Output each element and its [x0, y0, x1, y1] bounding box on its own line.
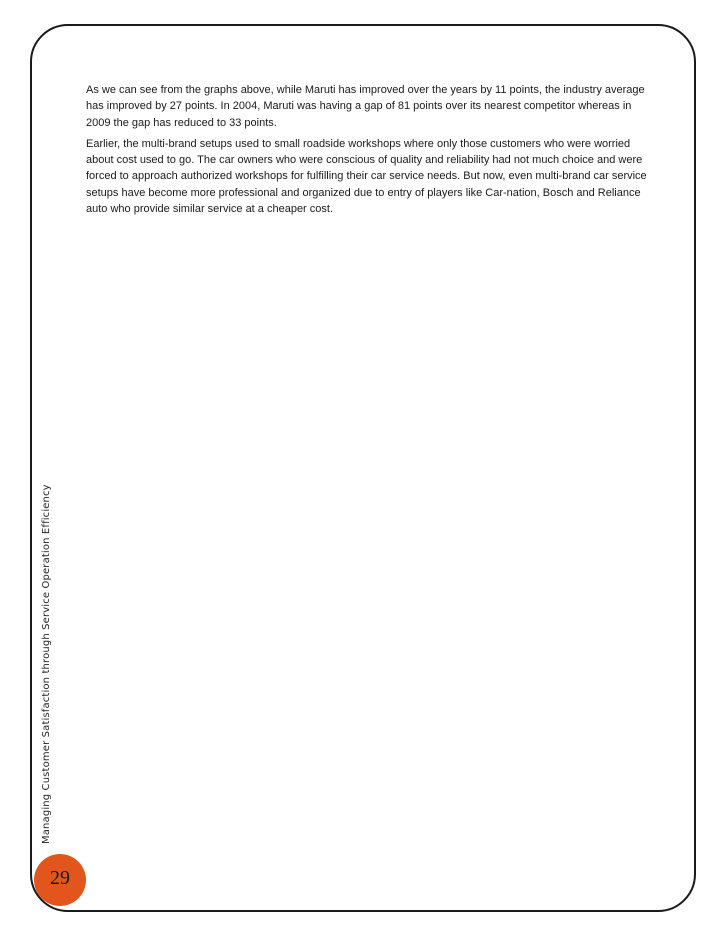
paragraph-1: As we can see from the graphs above, while Maruti has improved over the years by 11 points, the industry average has improved by 27 points. In 2004, Maruti was having a gap of 81 points over its nearest competitor whereas in 2009 the gap has reduced to 33 points.	[86, 84, 645, 129]
body-text	[86, 82, 656, 222]
page-number-badge	[34, 854, 86, 906]
page-number: 29	[50, 866, 70, 889]
paragraph-2: Earlier, the multi-brand setups used to small roadside workshops where only those customers who were worried about cost used to go. The car owners who were conscious of quality and reliability had not much choice and were forced to approach authorized workshops for fulfilling their car service needs. But now, even multi-brand car service setups have become more professional and organized due to entry of players like Car-nation, Bosch and Reliance auto who provide similar service at a cheaper cost.	[86, 137, 647, 216]
running-title: Managing Customer Satisfaction through Service Operation Efficiency	[41, 484, 52, 844]
